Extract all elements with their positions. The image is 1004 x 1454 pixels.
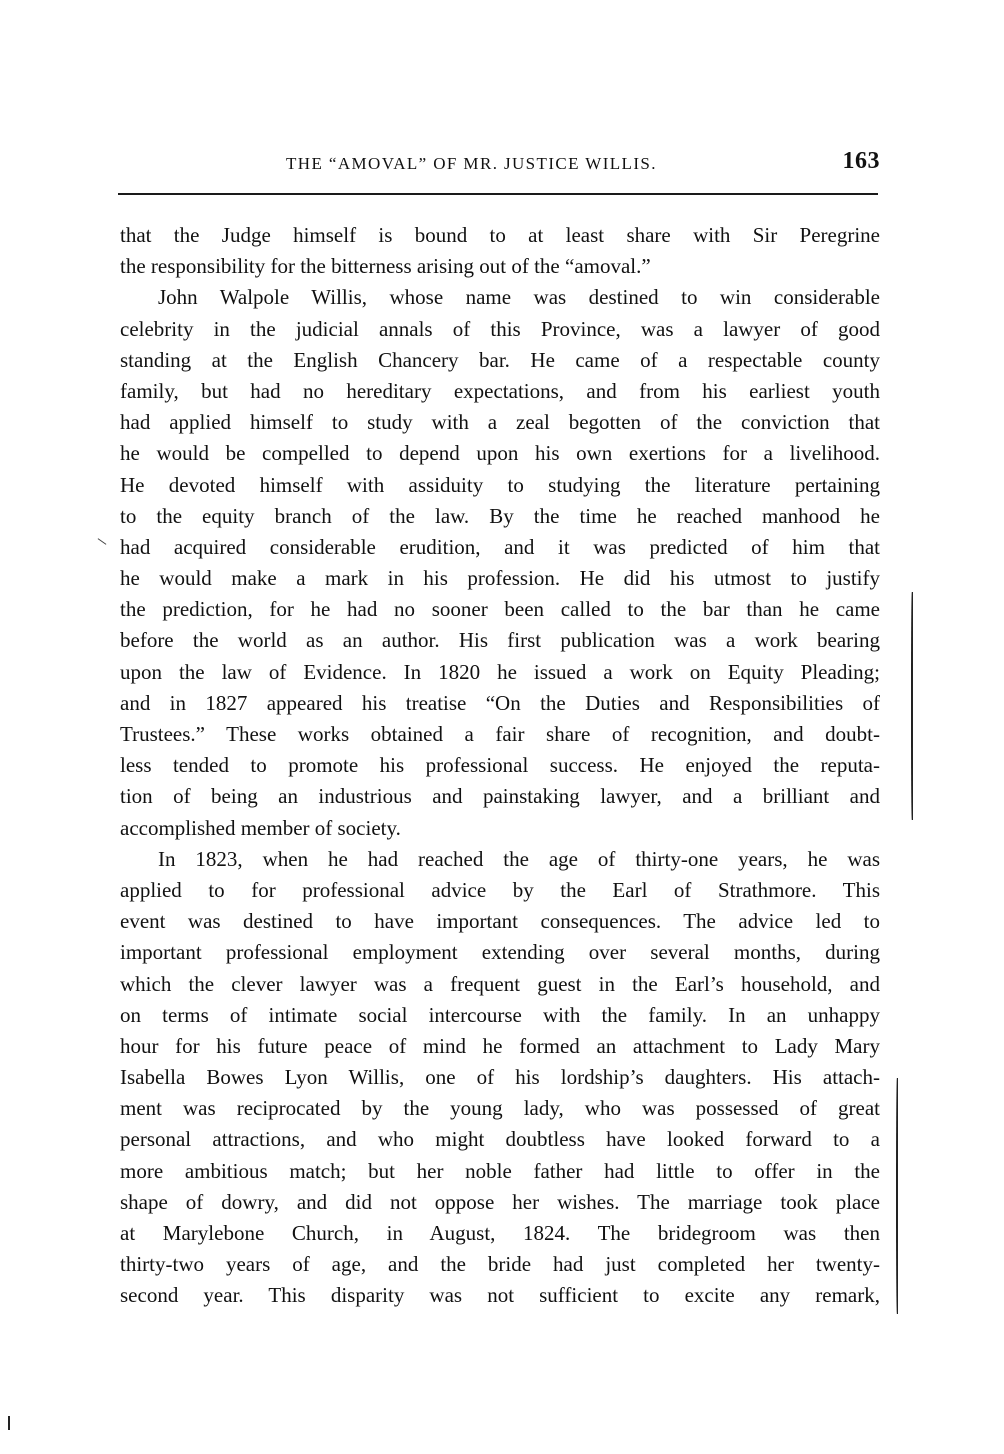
text-line: had acquired considerable erudition, and it was predicted of him that	[120, 534, 880, 559]
text-line: celebrity in the judicial annals of this Province, was a lawyer of good	[120, 316, 880, 341]
text-line: to the equity branch of the law. By the time he reached manhood he	[120, 503, 880, 528]
running-head	[118, 146, 880, 180]
text-line: before the world as an author. His first publication was a work bearing	[120, 628, 880, 653]
text-line: hour for his future peace of mind he formed an attachment to Lady Mary	[120, 1033, 880, 1058]
text-line: the responsibility for the bitterness arising out of the “amoval.”	[120, 254, 651, 279]
text-line: accomplished member of society.	[120, 815, 401, 840]
scan-edge-mark	[8, 1416, 10, 1430]
text-line: second year. This disparity was not sufficient to excite any remark,	[120, 1283, 880, 1308]
text-line: ment was reciprocated by the young lady, who was possessed of great	[120, 1096, 880, 1121]
text-line: standing at the English Chancery bar. He came of a respectable county	[120, 347, 880, 372]
text-line: which the clever lawyer was a frequent guest in the Earl’s household, and	[120, 971, 880, 996]
text-line: that the Judge himself is bound to at least share with Sir Peregrine	[120, 223, 880, 247]
text-line: event was destined to have important consequences. The advice led to	[120, 909, 880, 934]
text-line: and in 1827 appeared his treatise “On the Duties and Responsibilities of	[120, 690, 880, 715]
margin-tick-mark	[98, 538, 107, 545]
margin-bracket-mark	[911, 592, 913, 820]
text-line: thirty-two years of age, and the bride had just completed her twenty-	[120, 1252, 880, 1277]
text-line: John Walpole Willis, whose name was destined to win considerable	[158, 285, 880, 310]
text-line: Isabella Bowes Lyon Willis, one of his lordship’s daughters. His attach-	[120, 1065, 880, 1090]
margin-bracket-mark	[896, 1078, 898, 1314]
text-line: shape of dowry, and did not oppose her wishes. The marriage took place	[120, 1189, 880, 1214]
text-line: the prediction, for he had no sooner been called to the bar than he came	[120, 597, 880, 622]
text-line: He devoted himself with assiduity to studying the literature pertaining	[120, 472, 880, 497]
body-text	[120, 220, 880, 1312]
text-line: he would be compelled to depend upon his own exertions for a livelihood.	[120, 441, 880, 466]
page-number: 163	[842, 148, 880, 174]
text-line: family, but had no hereditary expectations, and from his earliest youth	[120, 378, 880, 403]
text-line: less tended to promote his professional success. He enjoyed the reputa-	[120, 753, 880, 778]
header-rule	[118, 193, 878, 195]
text-line: applied to for professional advice by the Earl of Strathmore. This	[120, 877, 880, 902]
text-line: important professional employment extending over several months, during	[120, 940, 880, 965]
text-line: personal attractions, and who might doubtless have looked forward to a	[120, 1127, 880, 1152]
text-line: more ambitious match; but her noble father had little to offer in the	[120, 1158, 880, 1183]
text-line: In 1823, when he had reached the age of thirty-one years, he was	[158, 846, 880, 871]
text-line: upon the law of Evidence. In 1820 he issued a work on Equity Pleading;	[120, 659, 880, 684]
text-line: he would make a mark in his profession. He did his utmost to justify	[120, 566, 880, 591]
text-line: at Marylebone Church, in August, 1824. The bridegroom was then	[120, 1221, 880, 1245]
running-title: THE “AMOVAL” OF MR. JUSTICE WILLIS.	[286, 154, 657, 173]
text-line: had applied himself to study with a zeal begotten of the conviction that	[120, 410, 880, 435]
text-line: Trustees.” These works obtained a fair share of recognition, and doubt-	[120, 722, 880, 746]
text-line: tion of being an industrious and painstaking lawyer, and a brilliant and	[120, 784, 880, 809]
text-line: on terms of intimate social intercourse with the family. In an unhappy	[120, 1002, 880, 1027]
